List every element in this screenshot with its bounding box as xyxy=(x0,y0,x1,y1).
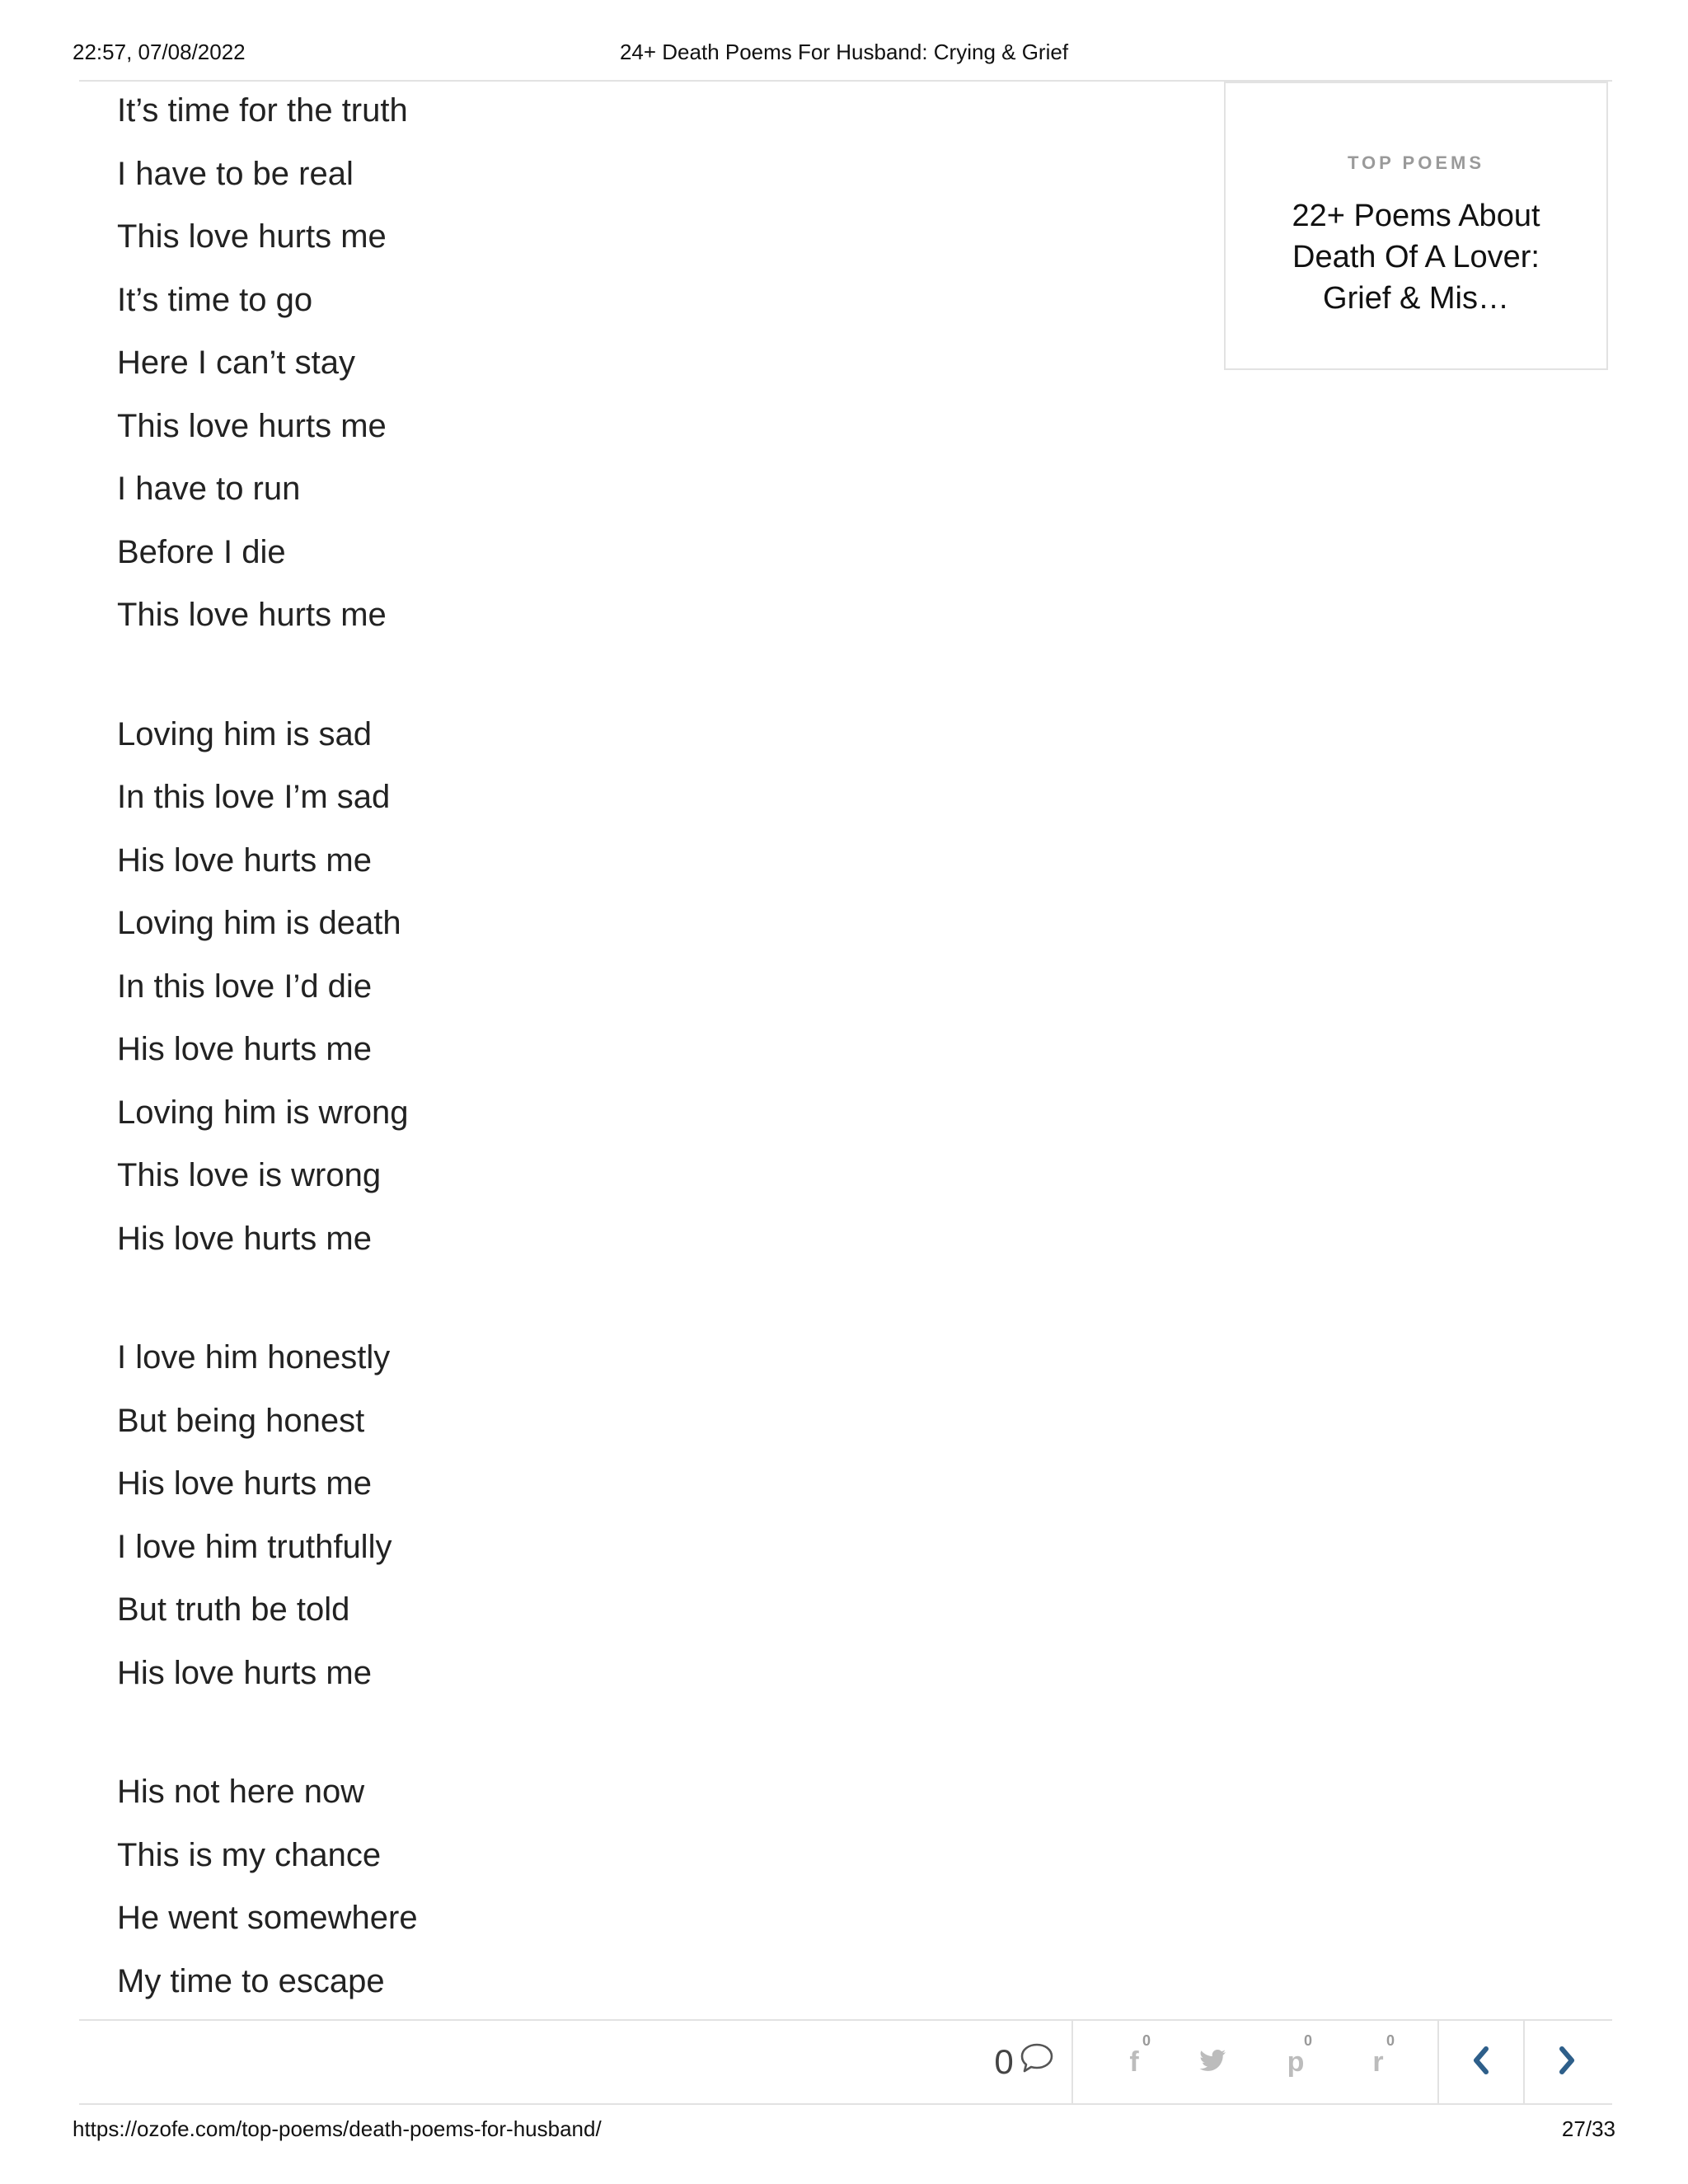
poem-line: His love hurts me xyxy=(117,1031,372,1067)
poem-line: Loving him is death xyxy=(117,905,401,941)
poem-line: Loving him is wrong xyxy=(117,1094,409,1131)
print-datetime: 22:57, 07/08/2022 xyxy=(73,40,246,64)
reddit-icon: r xyxy=(1372,2046,1384,2078)
print-header xyxy=(73,40,1615,73)
page-indicator: 27/33 xyxy=(1561,2116,1615,2141)
poem-line: I have to run xyxy=(117,471,301,507)
poem-body xyxy=(117,87,1189,2021)
previous-button[interactable] xyxy=(1439,2021,1523,2103)
comment-icon xyxy=(1019,2041,1055,2083)
facebook-share[interactable] xyxy=(1093,2021,1175,2103)
poem-line: Here I can’t stay xyxy=(117,344,356,381)
poem-line: Before I die xyxy=(117,533,286,570)
poem-line: I love him truthfully xyxy=(117,1528,392,1565)
poem-line: His love hurts me xyxy=(117,1465,372,1502)
poem-line: His love hurts me xyxy=(117,841,372,879)
facebook-icon: f xyxy=(1129,2046,1139,2078)
poem-line: In this love I’m sad xyxy=(117,779,391,815)
stanza-1 xyxy=(117,87,1189,655)
poem-line: This love is wrong xyxy=(117,1157,382,1193)
poem-line: It’s time to go xyxy=(117,281,313,318)
top-poems-card[interactable] xyxy=(1224,82,1608,370)
poem-line: My time to escape xyxy=(117,1962,385,1999)
next-button[interactable] xyxy=(1525,2021,1609,2103)
poem-line: This is my chance xyxy=(117,1836,382,1873)
stanza-2 xyxy=(117,711,1189,1279)
poem-line: This love hurts me xyxy=(117,407,387,444)
poem-line: I have to be real xyxy=(117,155,354,192)
poem-line: Loving him is sad xyxy=(117,715,373,752)
poem-line: His love hurts me xyxy=(117,1220,372,1257)
chevron-right-icon xyxy=(1555,2044,1578,2081)
stanza-4 xyxy=(117,1769,1189,2021)
pinterest-icon: p xyxy=(1287,2046,1305,2078)
poem-line: He went somewhere xyxy=(117,1900,418,1936)
poem-line: It’s time for the truth xyxy=(117,92,408,129)
twitter-share[interactable] xyxy=(1172,2021,1254,2103)
comment-count: 0 xyxy=(994,2042,1014,2081)
poem-line: His love hurts me xyxy=(117,1654,372,1691)
pinterest-share[interactable] xyxy=(1254,2021,1337,2103)
reddit-share[interactable] xyxy=(1337,2021,1419,2103)
poem-line: His not here now xyxy=(117,1774,365,1810)
poem-line: But truth be told xyxy=(117,1591,350,1628)
document-title: 24+ Death Poems For Husband: Crying & Grief xyxy=(619,40,1069,64)
pinterest-count: 0 xyxy=(1303,2032,1312,2049)
facebook-count: 0 xyxy=(1142,2032,1151,2049)
poem-line: This love hurts me xyxy=(117,218,387,255)
top-poem-link[interactable]: 22+ Poems About Death Of A Lover: Grief & Mis… xyxy=(1292,199,1540,316)
share-divider xyxy=(1071,2021,1073,2103)
page-url: https://ozofe.com/top-poems/death-poems-for-husband/ xyxy=(73,2116,602,2141)
poem-line: In this love I’d die xyxy=(117,968,373,1005)
top-poems-kicker: TOP POEMS xyxy=(1347,152,1484,173)
stanza-3 xyxy=(117,1334,1189,1713)
twitter-icon xyxy=(1199,2048,1227,2077)
chevron-left-icon xyxy=(1470,2044,1493,2081)
poem-line: But being honest xyxy=(117,1402,365,1439)
reddit-count: 0 xyxy=(1386,2032,1395,2049)
share-bar xyxy=(79,2019,1612,2105)
poem-line: This love hurts me xyxy=(117,597,387,633)
poem-line: I love him honestly xyxy=(117,1339,391,1376)
print-footer xyxy=(73,2116,1615,2149)
comments-button[interactable] xyxy=(978,2021,1071,2103)
